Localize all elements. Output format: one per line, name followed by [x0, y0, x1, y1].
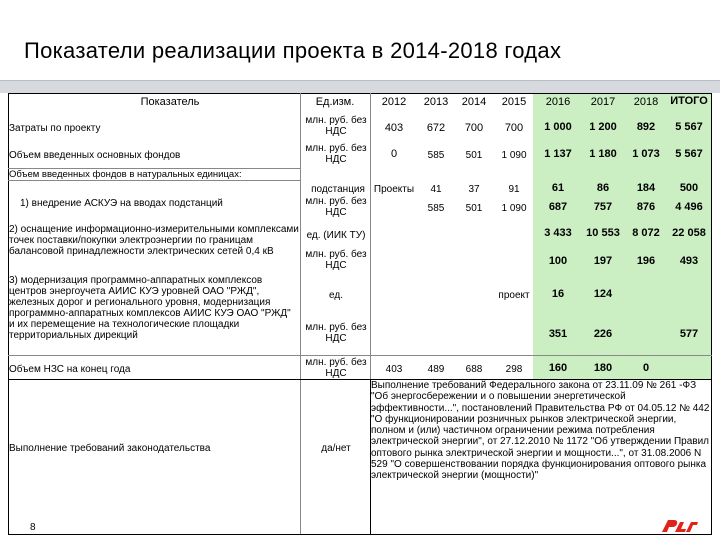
table-border-top [8, 93, 712, 94]
header-indicator: Показатель [140, 97, 200, 108]
row-askue-b2015: 1 090 [501, 203, 527, 214]
row-costs-label: Затраты по проекту [9, 123, 101, 134]
row-nzs-2016: 160 [548, 363, 568, 374]
row-software-unit1: ед. [329, 290, 343, 301]
page-number: 8 [30, 522, 36, 533]
row-iik-a2016: 3 433 [544, 228, 572, 239]
row-askue-b2013: 585 [427, 203, 445, 214]
row-askue-a2013: 41 [430, 184, 442, 195]
row-costs-total: 5 567 [675, 122, 703, 133]
row-costs-2017: 1 200 [589, 122, 617, 133]
row-iik-btotal: 493 [679, 256, 699, 267]
row-askue-unit1b: Проекты [373, 184, 415, 195]
rzd-logo-icon [660, 516, 700, 536]
row-fixed-assets-2013: 585 [427, 150, 445, 161]
row-askue-unit2: млн. руб. без НДС [305, 196, 367, 218]
row-nzs-2017: 180 [593, 363, 613, 374]
row-askue-a2017: 86 [596, 183, 610, 194]
header-total: ИТОГО [670, 96, 708, 107]
row-iik-atotal: 22 058 [672, 228, 706, 239]
row-costs-2018: 892 [636, 122, 656, 133]
header-2016: 2016 [545, 97, 571, 108]
header-2018: 2018 [633, 97, 659, 108]
row-askue-a2016: 61 [551, 183, 565, 194]
row-software-a2015: проект [498, 290, 530, 301]
row-software-btotal: 577 [679, 329, 699, 340]
row-askue-atotal: 500 [679, 183, 699, 194]
row-askue-a2018: 184 [636, 183, 656, 194]
row-askue-b2018: 876 [636, 202, 656, 213]
page-title: Показатели реализации проекта в 2014-2018 годах [24, 38, 562, 63]
row-costs-2015: 700 [504, 123, 524, 134]
row-fixed-assets-2015: 1 090 [501, 150, 527, 161]
row-askue-b2016: 687 [548, 202, 568, 213]
row-fixed-assets-label: Объем введенных основных фондов [9, 150, 181, 161]
row-natural-units-label: Объем введенных фондов в натуральных единицах: [9, 169, 242, 180]
title-band [0, 81, 720, 93]
row-nzs-label: Объем НЗС на конец года [9, 364, 131, 375]
row-nzs-2018: 0 [642, 363, 650, 374]
row-iik-b2018: 196 [636, 256, 656, 267]
row-nzs-2013: 489 [427, 364, 445, 375]
row-iik-a2018: 8 072 [632, 228, 660, 239]
header-2017: 2017 [590, 97, 616, 108]
row-sep-nzs [8, 355, 712, 356]
row-nzs-2015: 298 [505, 364, 523, 375]
row-iik-unit1: ед. (ИИК ТУ) [306, 230, 366, 241]
table-border-bottom [8, 534, 712, 535]
row-law-label: Выполнение требований законодательства [9, 443, 211, 454]
row-software-a2017: 124 [593, 289, 613, 300]
header-unit: Ед.изм. [315, 97, 355, 108]
row-askue-btotal: 4 496 [675, 202, 703, 213]
row-software-label: 3) модернизация программно-аппаратных комплексов центров энергоучета АИИС КУЭ уровней ОАО "РЖД", железных дорог и регионального уровня, модернизация программно-аппаратных комплексов АИИС КУЭ ОАО "РЖД" и их перемещение на технологические площадки территориальных дирекций [9, 275, 291, 341]
row-fixed-assets-2014: 501 [465, 150, 483, 161]
row-costs-2014: 700 [464, 123, 484, 134]
row-software-b2016: 351 [548, 329, 568, 340]
row-law-text: Выполнение требований Федерального закона от 23.11.09 № 261 -ФЗ "Об энергосбережении и о повышении энергетической эффективности...", постановлений Правительства РФ от 04.05.12 № 442 "О функционировании розничных рынков электрической энергии, полном и (или) частичном ограничении режима потребления электрической энергии", от 27.12.2010 № 1172 "Об утверждении Правил оптового рынка электрической энергии и мощности...", от 31.08.2006 N 529 "О совершенствовании порядка функционирования оптового рынка электрической энергии (мощности)" [371, 380, 710, 482]
header-2013: 2013 [423, 97, 449, 108]
row-askue-unit1: подстанция [311, 184, 365, 195]
row-iik-a2017: 10 553 [586, 228, 620, 239]
row-iik-label: 2) оснащение информационно-измерительными комплексами точек поставки/покупки электроэнергии по границам балансовой принадлежности электрических сетей 0,4 кВ [9, 224, 299, 257]
row-iik-unit2: млн. руб. без НДС [305, 249, 367, 271]
row-software-unit2: млн. руб. без НДС [305, 322, 367, 344]
row-sep-natural-2 [8, 180, 300, 181]
row-law-unit: да/нет [321, 443, 351, 454]
row-costs-2016: 1 000 [544, 122, 572, 133]
row-costs-unit: млн. руб. без НДС [305, 115, 367, 137]
row-askue-a2015: 91 [508, 184, 520, 195]
row-software-a2016: 16 [551, 289, 565, 300]
row-nzs-2012: 403 [385, 364, 403, 375]
row-askue-a2014: 37 [468, 184, 480, 195]
row-iik-b2017: 197 [593, 256, 613, 267]
row-costs-2012: 403 [384, 123, 404, 134]
row-fixed-assets-2017: 1 180 [589, 149, 617, 160]
row-askue-b2014: 501 [465, 203, 483, 214]
header-2015: 2015 [501, 97, 527, 108]
header-2014: 2014 [461, 97, 487, 108]
row-iik-b2016: 100 [548, 256, 568, 267]
row-askue-b2017: 757 [593, 202, 613, 213]
row-nzs-2014: 688 [465, 364, 483, 375]
row-askue-label: 1) внедрение АСКУЭ на вводах подстанций [20, 198, 223, 209]
row-costs-2013: 672 [426, 123, 446, 134]
row-nzs-unit: млн. руб. без НДС [305, 357, 367, 379]
row-fixed-assets-2012: 0 [390, 149, 398, 160]
header-2012: 2012 [381, 97, 407, 108]
row-fixed-assets-2016: 1 137 [544, 149, 572, 160]
row-software-b2017: 226 [593, 329, 613, 340]
row-fixed-assets-unit: млн. руб. без НДС [305, 143, 367, 165]
row-fixed-assets-total: 5 567 [675, 149, 703, 160]
row-fixed-assets-2018: 1 073 [632, 149, 660, 160]
